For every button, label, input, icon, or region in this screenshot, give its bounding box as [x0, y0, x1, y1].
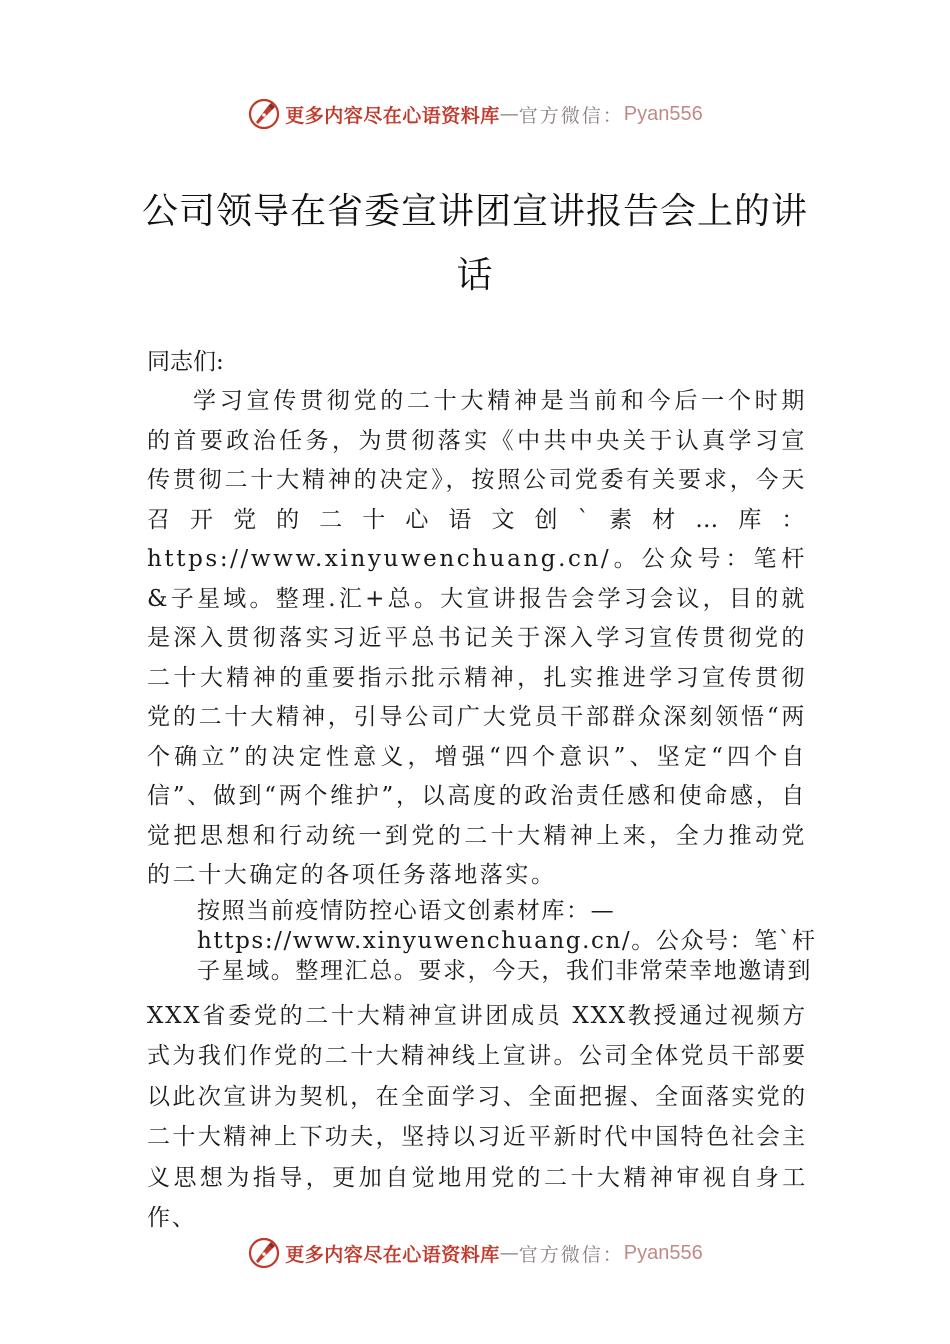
banner-wechat-id: Pyan556: [623, 102, 703, 125]
banner-wechat-id: Pyan556: [623, 1241, 703, 1264]
salutation: 同志们:: [147, 349, 224, 375]
document-body: [147, 342, 817, 1239]
footer-banner: [0, 1233, 950, 1273]
paragraph-3: XXX省委党的二十大精神宣讲团成员 XXX教授通过视频方式为我们作党的二十大精神线上宣讲。公司全体党员干部要以此次宣讲为契机，在全面学习、全面把握、全面落实党的二十大精神上下功夫，坚持以习近平新时代中国特色社会主义思想为指导，更加自觉地用党的二十大精神审视自身工作、: [147, 1002, 807, 1231]
document-title: 公司领导在省委宣讲团宣讲报告会上的讲话: [141, 191, 808, 296]
paragraph-2: 按照当前疫情防控心语文创素材库：—https://www.xinyuwenchuang.cn/。公众号：笔`杆子星域。整理汇总。要求，今天，我们非常荣幸地邀请到: [197, 897, 817, 984]
banner-wechat-label: 官方微信：: [518, 104, 624, 127]
banner-separator: —: [499, 103, 519, 125]
header-banner: [0, 94, 950, 134]
banner-red-text: 更多内容尽在心语资料库: [285, 1243, 500, 1266]
paragraph-1: 学习宣传贯彻党的二十大精神是当前和今后一个时期的首要政治任务，为贯彻落实《中共中央关于认真学习宣传贯彻二十大精神的决定》，按照公司党委有关要求，今天召开党的二十心语文创`素材…库：https://www.xinyuwenchuang.cn/。公众号：笔杆&子星域。整理.汇+总。大宣讲报告会学习会议，目的就是深入贯彻落实习近平总书记关于深入学习宣传贯彻党的二十大精神的重要指示批示精神，扎实推进学习宣传贯彻党的二十大精神，引导公司广大党员干部群众深刻领悟“两个确立”的决定性意义，增强“四个意识”、坚定“四个自信”、做到“两个维护”，以高度的政治责任感和使命感，自觉把思想和行动统一到党的二十大精神上来，全力推动党的二十大确定的各项任务落地落实。: [147, 388, 807, 888]
banner-red-text: 更多内容尽在心语资料库: [285, 104, 500, 127]
pen-nib-logo-icon: [247, 1236, 281, 1270]
pen-nib-logo-icon: [247, 97, 281, 131]
banner-separator: —: [499, 1242, 519, 1264]
banner-wechat-label: 官方微信：: [518, 1243, 624, 1266]
